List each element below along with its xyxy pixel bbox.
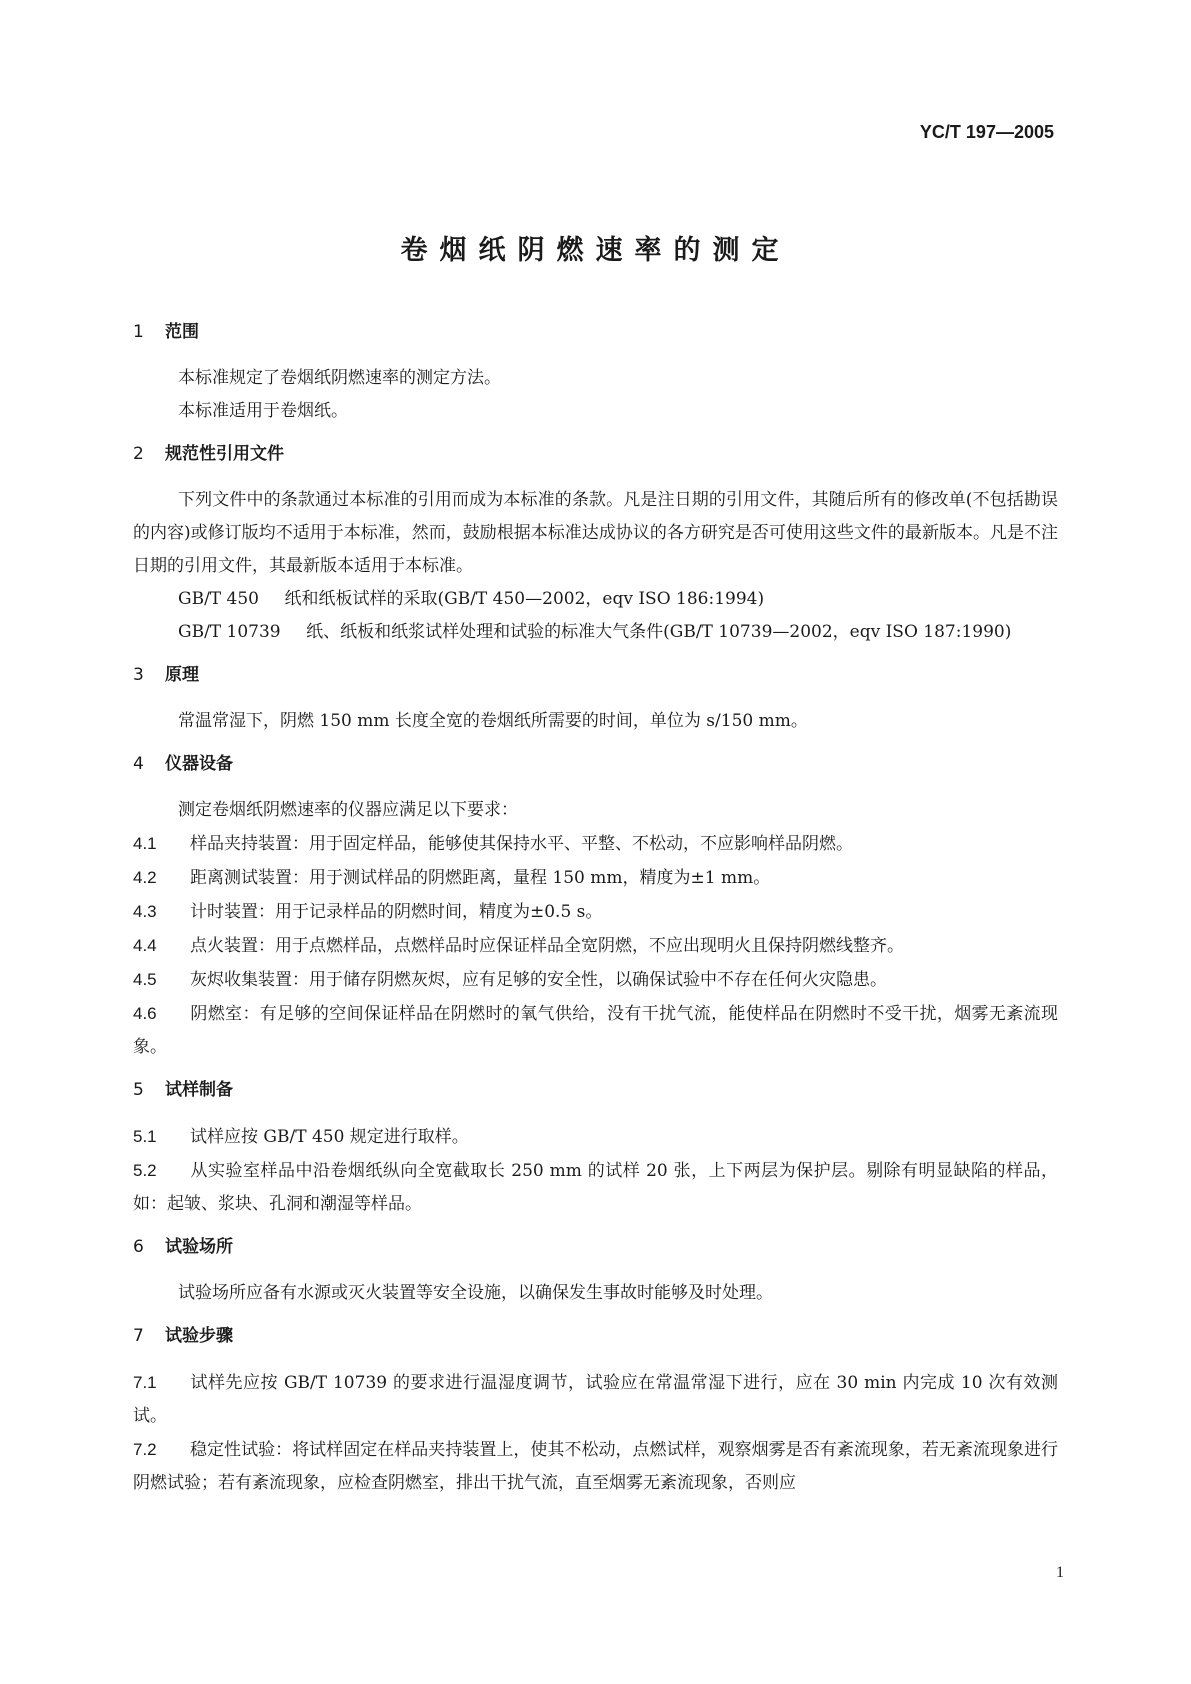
paragraph: 试验场所应备有水源或灭火装置等安全设施，以确保发生事故时能够及时处理。 bbox=[178, 1283, 773, 1303]
paragraph: 下列文件中的条款通过本标准的引用而成为本标准的条款。凡是注日期的引用文件，其随后所有的修改单(不包括勘误的内容)或修订版均不适用于本标准，然而，鼓励根据本标准达成协议的各方研究是否可使用这些文件的最新版本。凡是不注日期的引用文件，其最新版本适用于本标准。 bbox=[133, 490, 1058, 576]
clause-4-3: 4.3 计时装置：用于记录样品的阴燃时间，精度为±0.5 s。 bbox=[133, 902, 603, 922]
document-body bbox=[133, 318, 1058, 1500]
page-number: 1 bbox=[1056, 1564, 1064, 1581]
clause-4-6: 4.6 阴燃室：有足够的空间保证样品在阴燃时的氧气供给，没有干扰气流，能使样品在阴燃时不受干扰，烟雾无紊流现象。 bbox=[133, 1004, 1058, 1057]
clause-4-5: 4.5 灰烬收集装置：用于储存阴燃灰烬，应有足够的安全性，以确保试验中不存在任何火灾隐患。 bbox=[133, 970, 887, 990]
clause-4-1: 4.1 样品夹持装置：用于固定样品，能够使其保持水平、平整、不松动，不应影响样品阴燃。 bbox=[133, 834, 853, 854]
clause-4-2: 4.2 距离测试装置：用于测试样品的阴燃距离，量程 150 mm，精度为±1 mm。 bbox=[133, 868, 771, 888]
normative-reference: GB/T 10739 纸、纸板和纸浆试样处理和试验的标准大气条件(GB/T 10739—2002，eqv ISO 187:1990) bbox=[178, 622, 1012, 642]
section-1-heading: 1 范围 bbox=[133, 322, 199, 342]
clause-5-1: 5.1 试样应按 GB/T 450 规定进行取样。 bbox=[133, 1127, 469, 1147]
standard-code: YC/T 197—2005 bbox=[919, 122, 1054, 142]
paragraph: 本标准规定了卷烟纸阴燃速率的测定方法。 bbox=[178, 368, 501, 388]
clause-5-2: 5.2 从实验室样品中沿卷烟纸纵向全宽截取长 250 mm 的试样 20 张，上下两层为保护层。剔除有明显缺陷的样品，如：起皱、浆块、孔洞和潮湿等样品。 bbox=[133, 1161, 1058, 1214]
clause-7-1: 7.1 试样先应按 GB/T 10739 的要求进行温湿度调节，试验应在常温常湿下进行，应在 30 min 内完成 10 次有效测试。 bbox=[133, 1373, 1058, 1426]
clause-7-2: 7.2 稳定性试验：将试样固定在样品夹持装置上，使其不松动，点燃试样，观察烟雾是否有紊流现象，若无紊流现象进行阴燃试验；若有紊流现象，应检查阴燃室，排出干扰气流，直至烟雾无紊流现象，否则应 bbox=[133, 1440, 1058, 1493]
paragraph: 测定卷烟纸阴燃速率的仪器应满足以下要求： bbox=[178, 800, 518, 820]
section-7-heading: 7 试验步骤 bbox=[133, 1326, 233, 1346]
section-6-heading: 6 试验场所 bbox=[133, 1237, 233, 1257]
document-title: 卷烟纸阴燃速率的测定 bbox=[400, 235, 791, 266]
paragraph: 本标准适用于卷烟纸。 bbox=[178, 401, 348, 421]
section-2-heading: 2 规范性引用文件 bbox=[133, 444, 284, 464]
normative-reference: GB/T 450 纸和纸板试样的采取(GB/T 450—2002，eqv ISO 186:1994) bbox=[178, 589, 765, 609]
clause-4-4: 4.4 点火装置：用于点燃样品，点燃样品时应保证样品全宽阴燃，不应出现明火且保持阴燃线整齐。 bbox=[133, 936, 904, 956]
section-4-heading: 4 仪器设备 bbox=[133, 754, 233, 774]
section-5-heading: 5 试样制备 bbox=[133, 1080, 233, 1100]
section-3-heading: 3 原理 bbox=[133, 665, 199, 685]
paragraph: 常温常湿下，阴燃 150 mm 长度全宽的卷烟纸所需要的时间，单位为 s/150 mm。 bbox=[178, 711, 808, 731]
